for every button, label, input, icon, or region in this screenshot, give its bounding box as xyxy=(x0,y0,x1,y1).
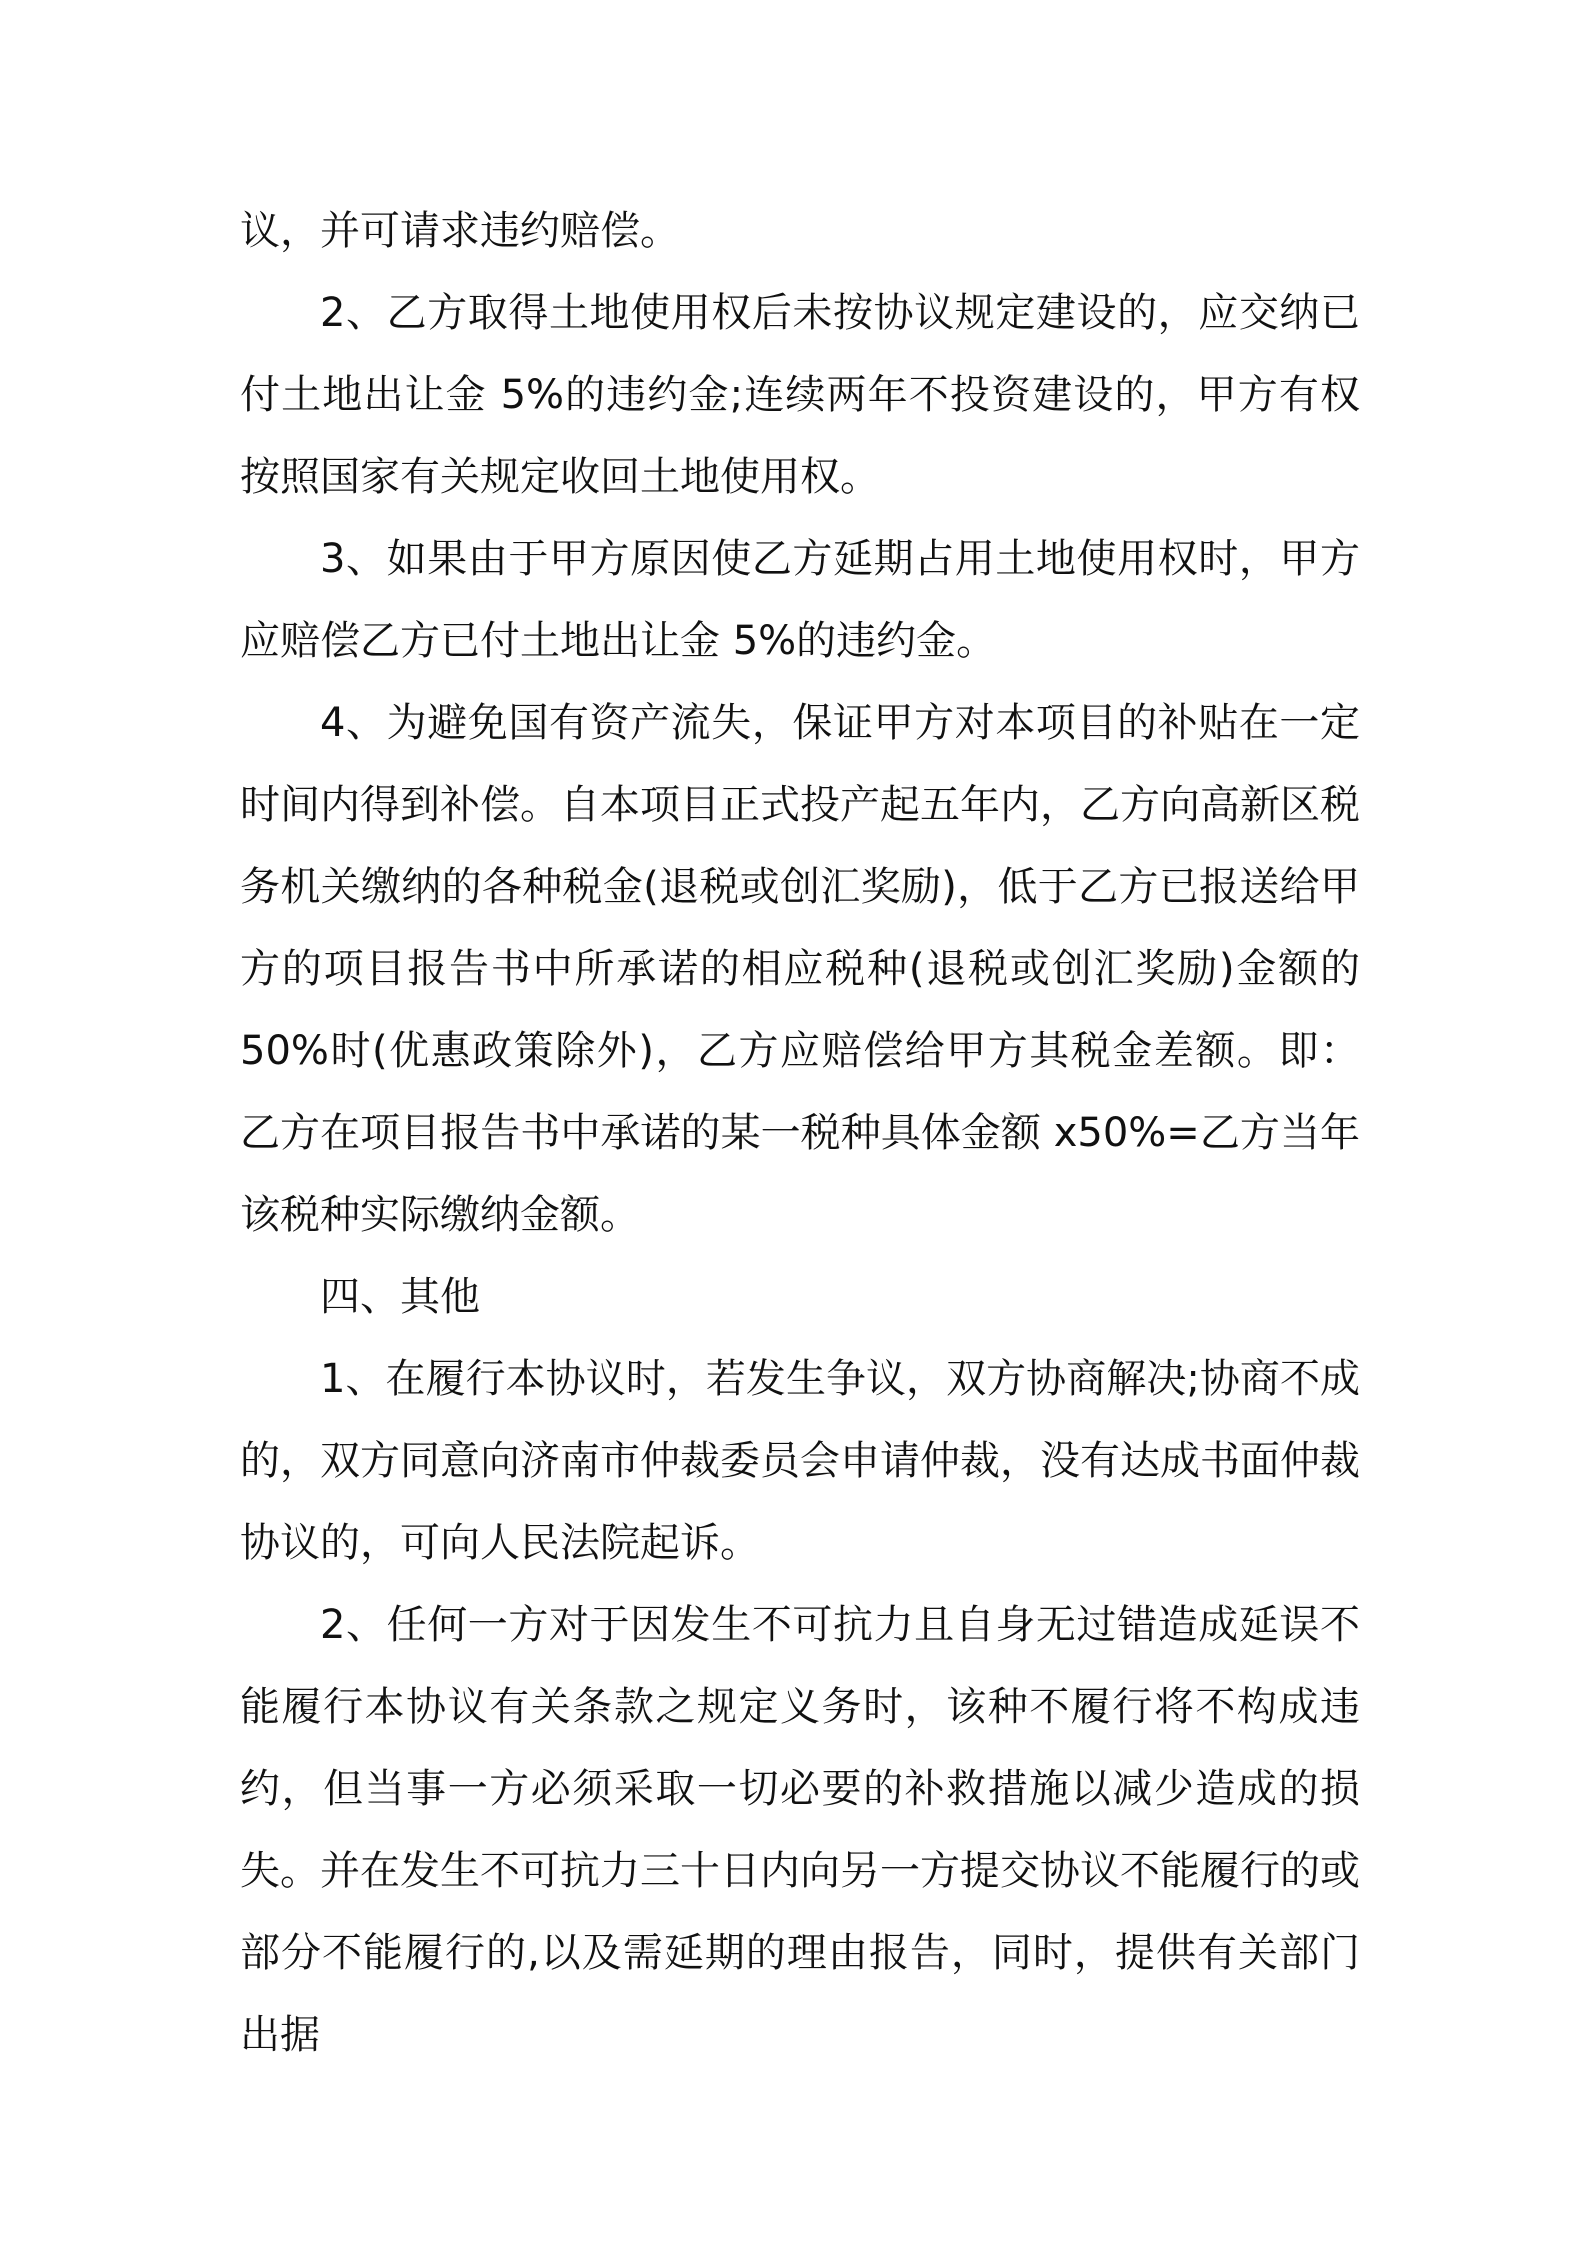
paragraph-other-1-dispute: 1、在履行本协议时，若发生争议，双方协商解决;协商不成的，双方同意向济南市仲裁委员会申请仲裁，没有达成书面仲裁协议的，可向人民法院起诉。 xyxy=(240,1356,1360,1566)
paragraph-other-2-force-majeure: 2、任何一方对于因发生不可抗力且自身无过错造成延误不能履行本协议有关条款之规定义务时，该种不履行将不构成违约，但当事一方必须采取一切必要的补救措施以减少造成的损失。并在发生不可抗力三十日内向另一方提交协议不能履行的或部分不能履行的,以及需延期的理由报告，同时，提供有关部门出据 xyxy=(240,1602,1360,2058)
paragraph-continuation: 议，并可请求违约赔偿。 xyxy=(240,208,680,254)
paragraph-clause-4-tax: 4、为避免国有资产流失，保证甲方对本项目的补贴在一定时间内得到补偿。自本项目正式投产起五年内，乙方向高新区税务机关缴纳的各种税金(退税或创汇奖励)，低于乙方已报送给甲方的项目报告书中所承诺的相应税种(退税或创汇奖励)金额的50%时(优惠政策除外)，乙方应赔偿给甲方其税金差额。即：乙方在项目报告书中承诺的某一税种具体金额 x50%=乙方当年该税种实际缴纳金额。 xyxy=(240,700,1360,1238)
paragraph-clause-3-delay: 3、如果由于甲方原因使乙方延期占用土地使用权时，甲方应赔偿乙方已付土地出让金 5%的违约金。 xyxy=(240,536,1360,664)
paragraph-clause-2-land-use: 2、乙方取得土地使用权后未按协议规定建设的，应交纳已付土地出让金 5%的违约金;连续两年不投资建设的，甲方有权按照国家有关规定收回土地使用权。 xyxy=(240,290,1360,500)
section-heading-other: 四、其他 xyxy=(320,1274,480,1320)
document-body xyxy=(240,190,1360,2076)
